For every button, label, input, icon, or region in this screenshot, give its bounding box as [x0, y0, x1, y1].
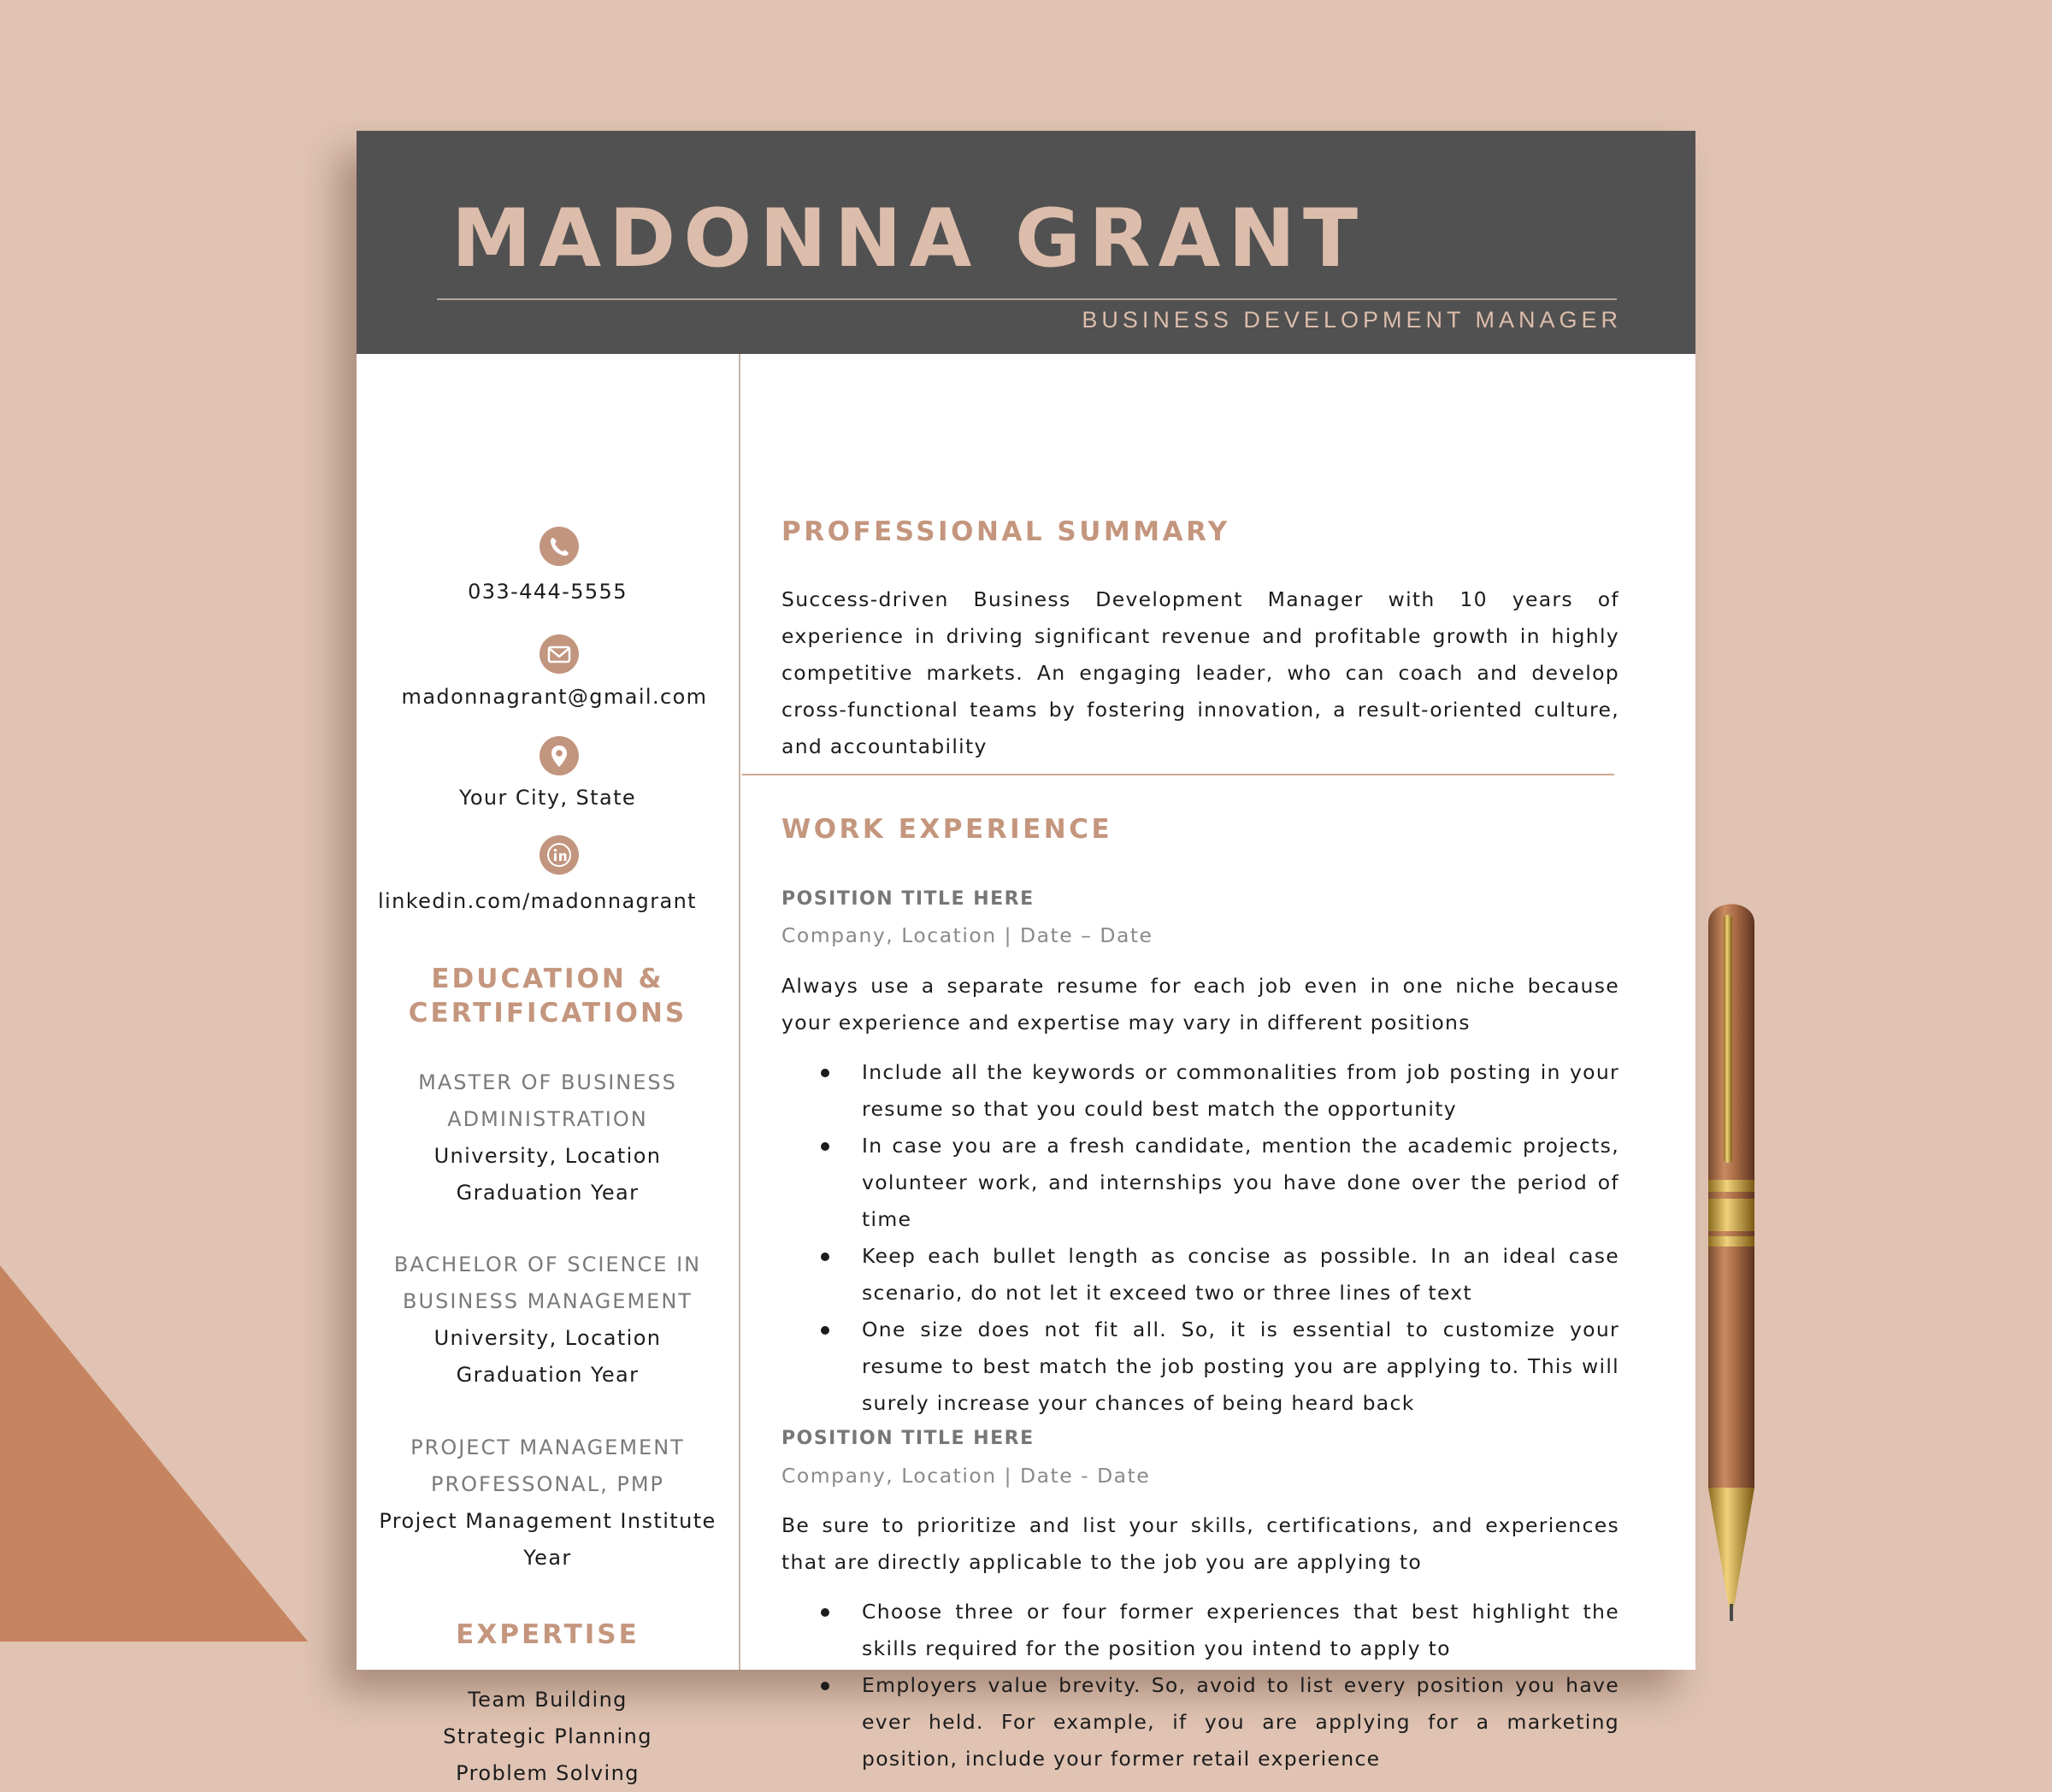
- position-bullets: [781, 1054, 1619, 1422]
- bullet-icon: [821, 1142, 829, 1151]
- position-title: POSITION TITLE HERE: [781, 1428, 1035, 1449]
- resume-header: [357, 131, 1695, 354]
- list-item: [781, 1238, 1619, 1312]
- expertise-list: [357, 1682, 739, 1792]
- degree-name: ADMINISTRATION: [447, 1107, 648, 1131]
- contact-email[interactable]: madonnagrant@gmail.com: [401, 685, 708, 709]
- school-name: University, Location: [433, 1144, 662, 1168]
- expertise-item: Team Building: [468, 1688, 628, 1712]
- bullet-icon: [821, 1326, 829, 1335]
- education-item: [357, 1064, 739, 1211]
- candidate-name: MADONNA GRANT: [451, 192, 1366, 286]
- education-heading-line2: CERTIFICATIONS: [408, 998, 687, 1029]
- school-name: University, Location: [433, 1326, 662, 1350]
- bullet-icon: [821, 1608, 829, 1617]
- section-divider: [742, 774, 1614, 775]
- bullet-icon: [821, 1069, 829, 1077]
- education-item: [357, 1247, 739, 1394]
- location-pin-icon: [540, 736, 579, 775]
- expertise-item: Problem Solving: [456, 1761, 640, 1785]
- linkedin-icon: [540, 835, 579, 875]
- work-experience-heading: WORK EXPERIENCE: [781, 814, 1113, 845]
- degree-name: PROFESSONAL, PMP: [430, 1472, 665, 1496]
- education-heading: [357, 962, 739, 1030]
- position-description: Always use a separate resume for each job even in one niche because your experience and expertise may vary in different positions: [781, 974, 1619, 1035]
- phone-icon: [540, 527, 579, 566]
- expertise-item: Strategic Planning: [443, 1724, 652, 1748]
- position-title: POSITION TITLE HERE: [781, 888, 1035, 910]
- list-item: [781, 1667, 1619, 1777]
- list-item: [781, 1054, 1619, 1128]
- bullet-text: Choose three or four former experiences that best highlight the skills required for the position you intend to apply to: [862, 1600, 1619, 1660]
- degree-name: MASTER OF BUSINESS: [418, 1070, 677, 1094]
- summary-heading: PROFESSIONAL SUMMARY: [781, 516, 1230, 547]
- contact-linkedin[interactable]: linkedin.com/madonnagrant: [377, 889, 697, 913]
- bullet-icon: [821, 1253, 829, 1261]
- graduation-year: Year: [523, 1546, 572, 1570]
- email-icon: [540, 634, 579, 674]
- contact-phone[interactable]: 033-444-5555: [468, 580, 628, 604]
- degree-name: BACHELOR OF SCIENCE IN: [393, 1253, 702, 1276]
- summary-text: Success-driven Business Development Manager with 10 years of experience in driving significant revenue and profitable growth in highly competitive markets. An engaging leader, who can coach and develop cross-functional teams by fostering innovation, a result-oriented culture, and accountability: [781, 587, 1619, 758]
- list-item: [781, 1128, 1619, 1238]
- bullet-text: Keep each bullet length as concise as possible. In an ideal case scenario, do not let it exceed two or three lines of text: [862, 1244, 1619, 1305]
- position-meta: Company, Location | Date – Date: [781, 923, 1153, 947]
- graduation-year: Graduation Year: [456, 1363, 640, 1387]
- degree-name: PROJECT MANAGEMENT: [410, 1435, 685, 1459]
- expertise-heading: EXPERTISE: [456, 1619, 640, 1650]
- corner-decoration: [0, 1265, 308, 1642]
- position-bullets: [781, 1594, 1619, 1777]
- education-item: [357, 1429, 739, 1577]
- bullet-text: Employers value brevity. So, avoid to list every position you have ever held. For example, if you are applying for a marketing position, include your former retail experience: [862, 1673, 1619, 1771]
- header-divider: [437, 298, 1617, 300]
- position-description: Be sure to prioritize and list your skills, certifications, and experiences that are directly applicable to the job you are applying to: [781, 1513, 1619, 1574]
- column-divider: [739, 354, 740, 1670]
- contact-location: Your City, State: [458, 786, 637, 810]
- education-heading-line1: EDUCATION &: [431, 964, 664, 994]
- bullet-icon: [821, 1682, 829, 1690]
- degree-name: BUSINESS MANAGEMENT: [403, 1289, 693, 1313]
- position-meta: Company, Location | Date - Date: [781, 1464, 1151, 1488]
- resume-page: [357, 131, 1695, 1785]
- school-name: Project Management Institute: [379, 1509, 716, 1533]
- job-title: BUSINESS DEVELOPMENT MANAGER: [1082, 307, 1622, 333]
- list-item: [781, 1594, 1619, 1667]
- bullet-text: One size does not fit all. So, it is essential to customize your resume to best match the job posting you are applying to. This will surely increase your chances of being heard back: [862, 1317, 1619, 1415]
- list-item: [781, 1312, 1619, 1422]
- bullet-text: In case you are a fresh candidate, mention the academic projects, volunteer work, and internships you have done over the period of time: [862, 1134, 1619, 1231]
- graduation-year: Graduation Year: [456, 1181, 640, 1205]
- pen-illustration: [1701, 889, 1761, 1624]
- bullet-text: Include all the keywords or commonalities from job posting in your resume so that you could best match the opportunity: [862, 1060, 1619, 1121]
